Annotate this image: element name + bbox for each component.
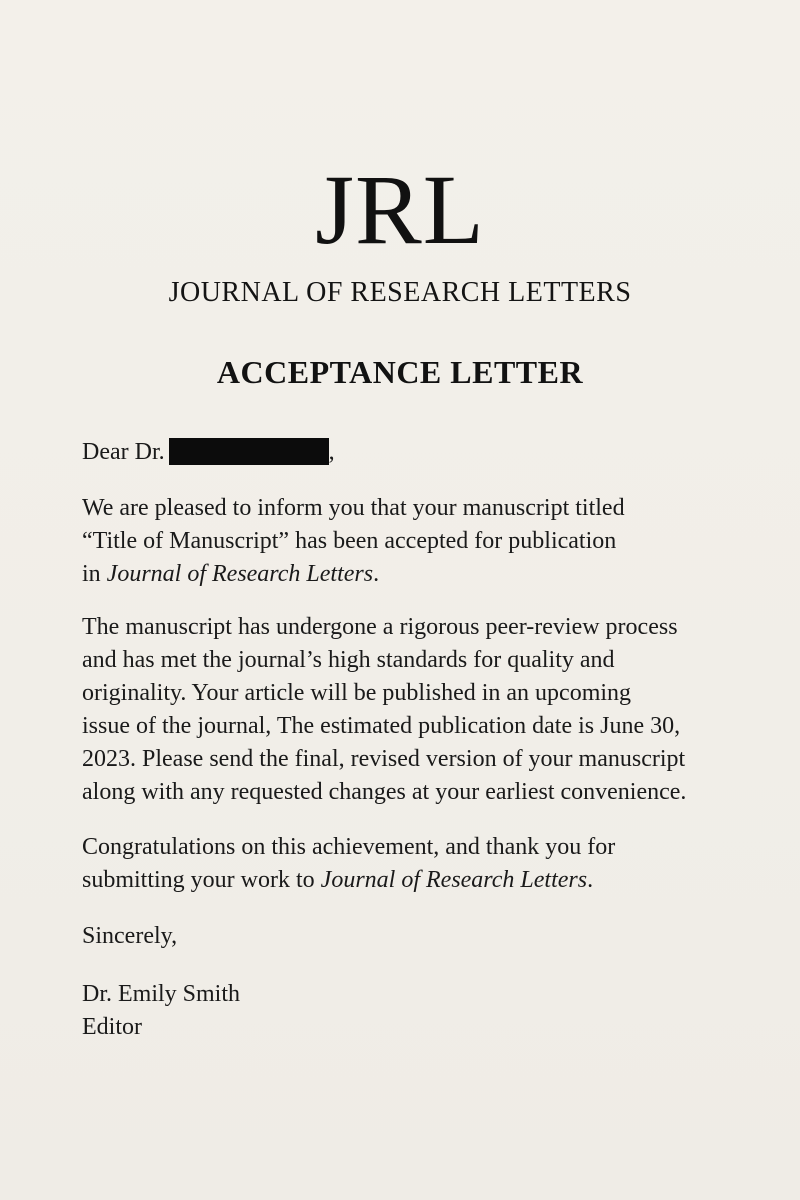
salutation-prefix: Dear Dr.: [82, 439, 165, 465]
paragraph-line: issue of the journal, The estimated publication date is June 30,: [82, 713, 681, 739]
redacted-name-block: [169, 438, 329, 465]
paragraph-line: [82, 864, 742, 897]
paragraph-line: “Title of Manuscript” has been accepted for publication: [82, 528, 617, 554]
closing: Sincerely,: [82, 923, 178, 949]
journal-logo: JRL: [315, 154, 485, 265]
text-fragment: .: [373, 561, 380, 587]
signature-block: [82, 978, 742, 1044]
salutation-suffix: ,: [328, 439, 335, 465]
paragraph-line: and has met the journal’s high standards for quality and: [82, 647, 615, 673]
paragraph-line: We are pleased to inform you that your manuscript titled: [82, 495, 625, 521]
signer-title: Editor: [82, 1014, 142, 1040]
paragraph-line: Congratulations on this achievement, and thank you for: [82, 834, 616, 860]
journal-name: JOURNAL OF RESEARCH LETTERS: [168, 277, 632, 308]
paragraph-congratulations: [82, 831, 742, 897]
paragraph-notification: [82, 492, 742, 591]
paragraph-line: originality. Your article will be published in an upcoming: [82, 680, 632, 706]
salutation: [82, 436, 742, 469]
journal-name-italic: Journal of Research Letters: [106, 561, 374, 587]
text-fragment: submitting your work to: [82, 867, 321, 893]
signer-name: Dr. Emily Smith: [82, 981, 241, 1007]
paragraph-line: 2023. Please send the final, revised version of your manuscript: [82, 746, 686, 772]
paragraph-line: [82, 558, 742, 591]
paragraph-line: along with any requested changes at your earliest convenience.: [82, 779, 687, 805]
journal-name-italic: Journal of Research Letters: [320, 867, 588, 893]
text-fragment: .: [587, 867, 594, 893]
paragraph-line: The manuscript has undergone a rigorous peer-review process: [82, 614, 678, 640]
text-fragment: in: [82, 561, 107, 587]
paragraph-review: [82, 611, 742, 809]
letter-title: ACCEPTANCE LETTER: [216, 354, 584, 390]
